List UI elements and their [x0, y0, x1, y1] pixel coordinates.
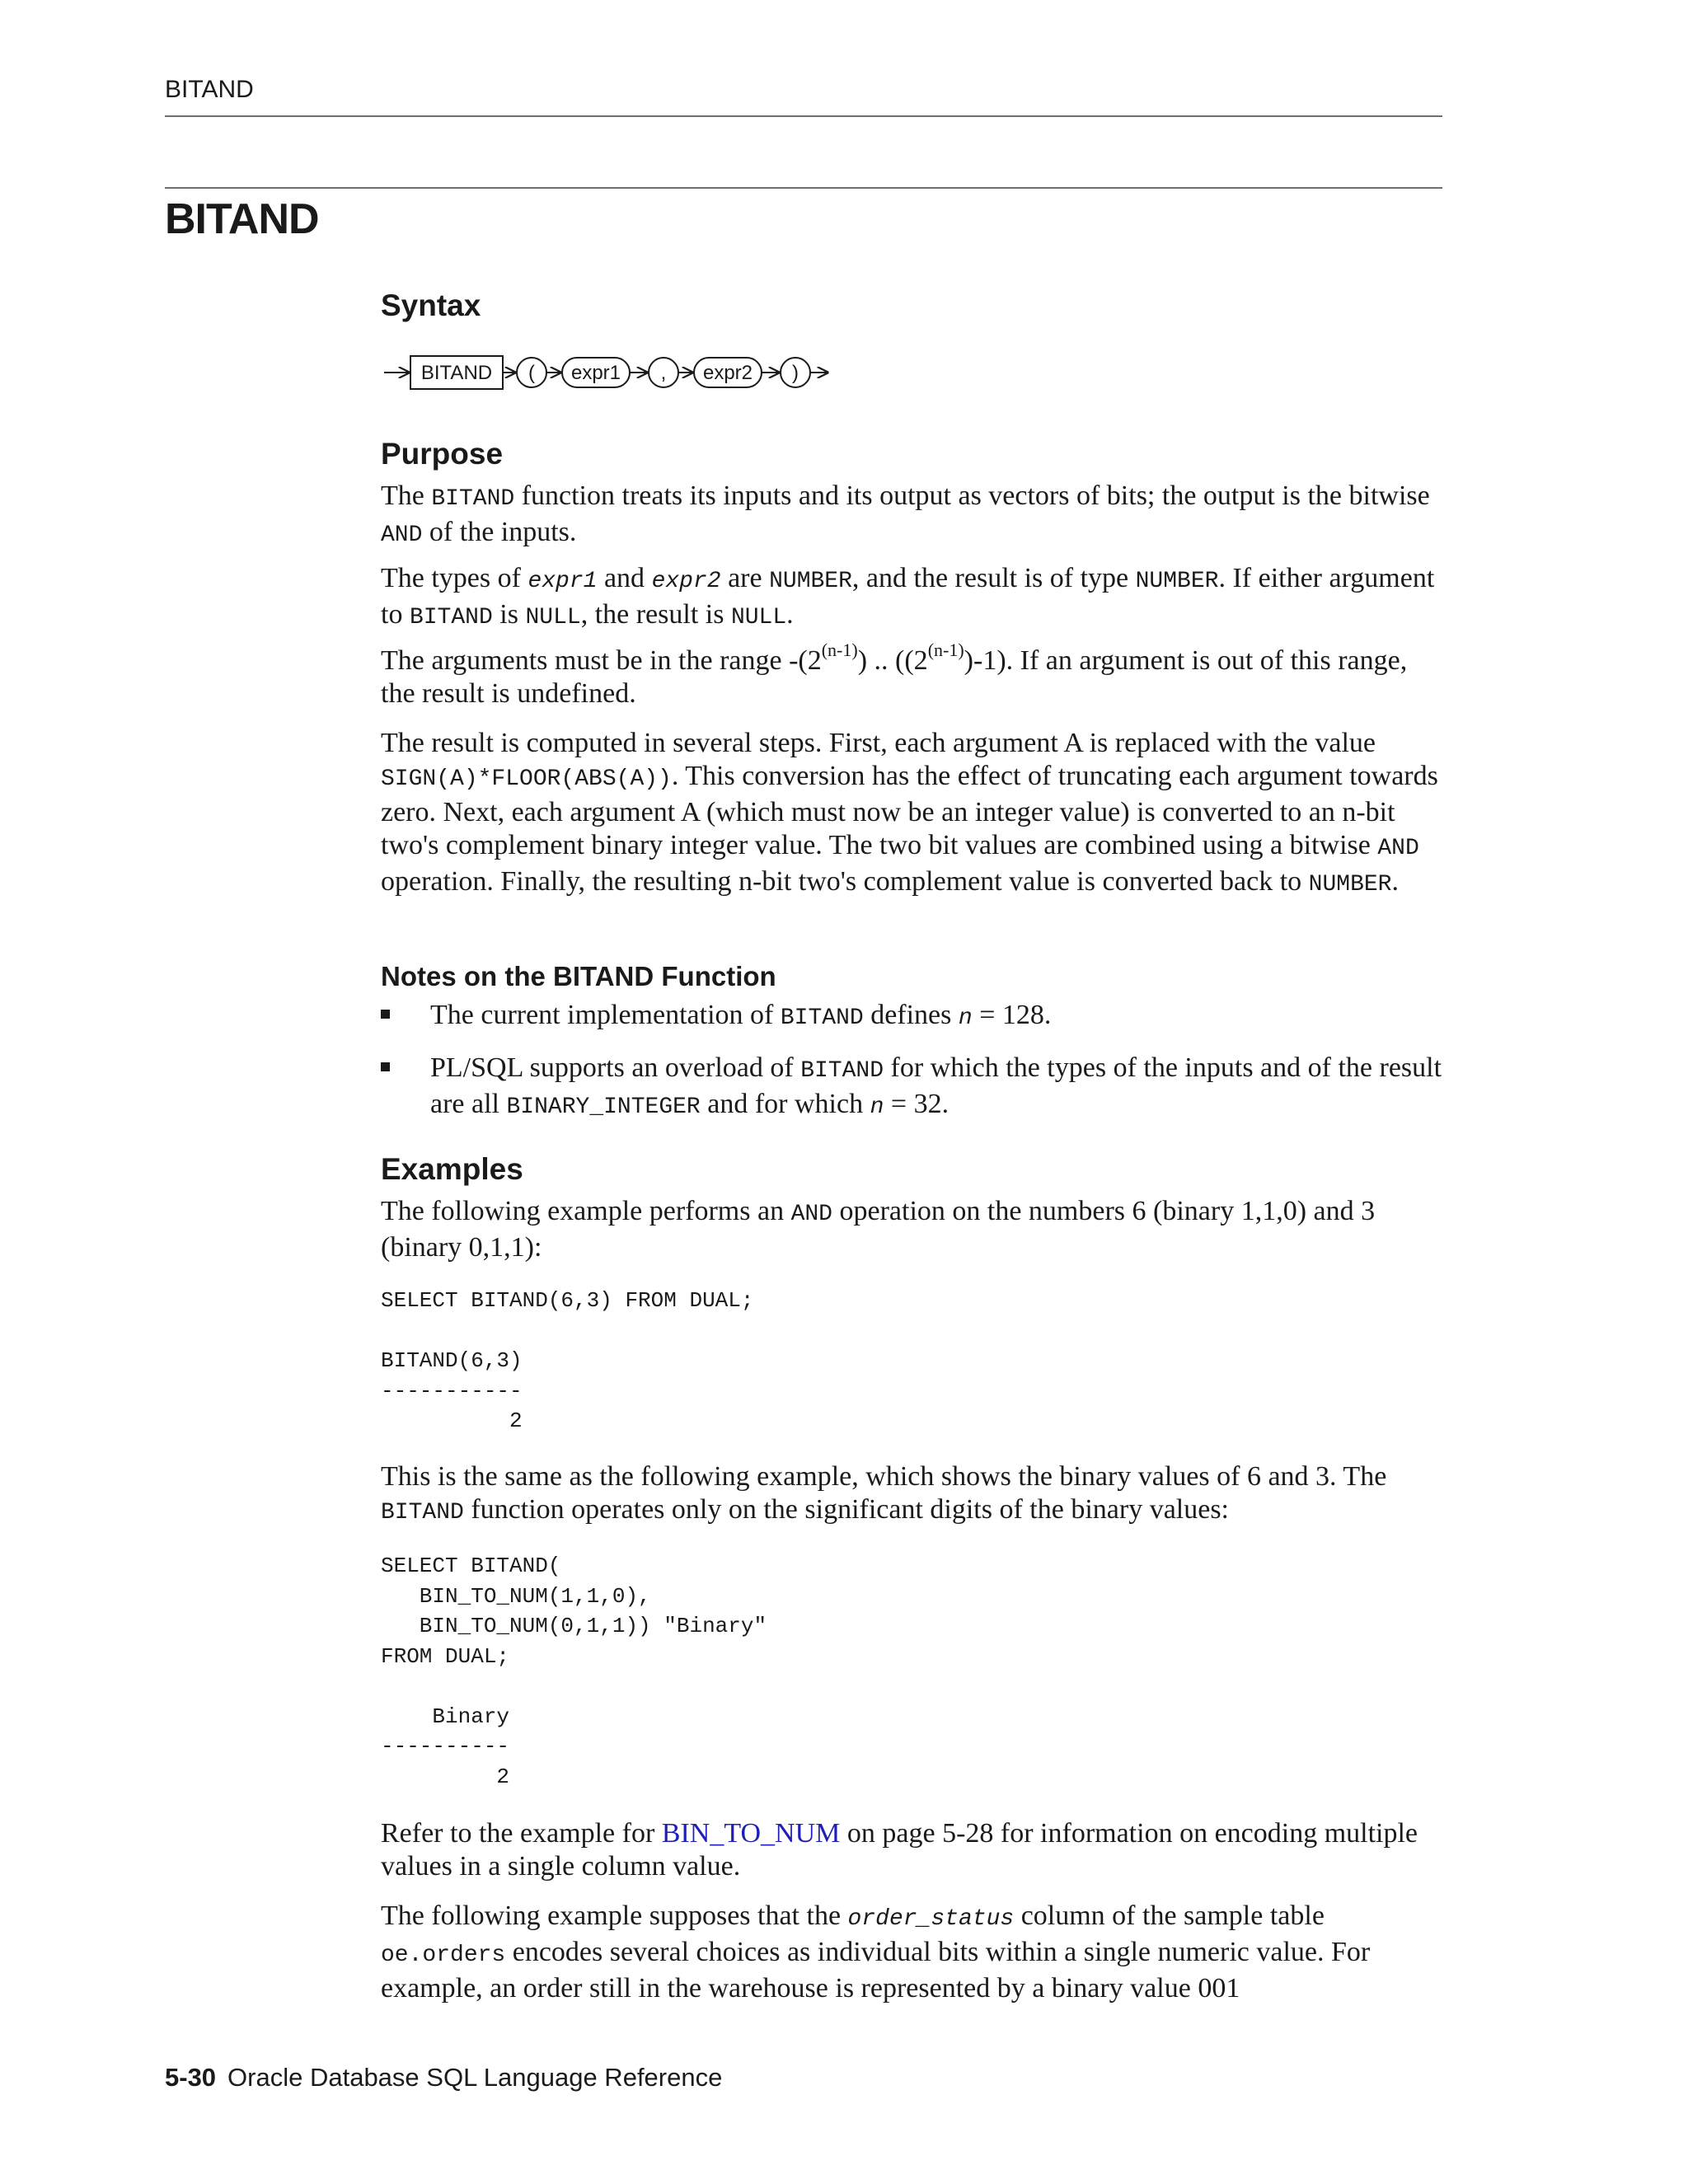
examples-paragraph-4: The following example supposes that the order_status column of the sample table oe.orders encodes several choices as individual bits within a single numeric value. For example, an order still in the warehouse is represented by a binary value 001 — [381, 1900, 1371, 2004]
syntax-diagram — [381, 349, 842, 396]
list-item — [381, 999, 1444, 1035]
examples-paragraph-3: Refer to the example for BIN_TO_NUM on page 5-28 for information on encoding multiple values in a single column value. — [381, 1818, 1418, 1882]
page-number: 5-30 — [165, 2063, 217, 2092]
diagram-arg1: expr1 — [570, 362, 621, 384]
notes-list — [381, 999, 1444, 1124]
diagram-open-paren: ( — [528, 362, 535, 384]
note-item-1-text: The current implementation of BITAND defines n = 128. — [430, 1000, 1052, 1031]
diagram-arg2: expr2 — [702, 362, 753, 384]
diagram-comma: , — [660, 362, 667, 384]
notes-heading: Notes on the BITAND Function — [381, 961, 776, 991]
diagram-close-paren: ) — [792, 362, 799, 384]
header-rule — [165, 115, 1442, 117]
examples-paragraph-2: This is the same as the following example, which shows the binary values of 6 and 3. The BITAND function operates only on the significant digits of the binary values: — [381, 1461, 1387, 1526]
purpose-paragraph-1: The BITAND function treats its inputs and its output as vectors of bits; the output is the bitwise AND of the inputs. — [381, 480, 1430, 548]
bullet-icon — [381, 1062, 390, 1071]
page-title: BITAND — [165, 195, 319, 243]
code-example-2: SELECT BITAND( BIN_TO_NUM(1,1,0), BIN_TO_NUM(0,1,1)) "Binary" FROM DUAL; Binary ---------- 2 — [381, 1554, 767, 1789]
syntax-heading: Syntax — [381, 288, 481, 322]
title-rule — [165, 187, 1442, 189]
purpose-paragraph-4: The result is computed in several steps. First, each argument A is replaced with the value SIGN(A)*FLOOR(ABS(A)). This conversion has the effect of truncating each argument towards zero. Next, each argument A (which must now be an integer value) is converted to an n-bit two's complement binary integer value. The two bit values are combined using a bitwise AND operation. Finally, the resulting n-bit two's complement value is converted back to NUMBER. — [381, 728, 1438, 898]
examples-heading: Examples — [381, 1152, 523, 1186]
bullet-icon — [381, 1010, 390, 1019]
note-item-2-text: PL/SQL supports an overload of BITAND for which the types of the inputs and of the result are all BINARY_INTEGER and for which n = 32. — [430, 1052, 1442, 1120]
list-item — [381, 1052, 1444, 1124]
examples-paragraph-1: The following example performs an AND operation on the numbers 6 (binary 1,1,0) and 3 (binary 0,1,1): — [381, 1196, 1376, 1263]
diagram-keyword: BITAND — [420, 362, 493, 384]
purpose-heading: Purpose — [381, 437, 504, 471]
book-title: Oracle Database SQL Language Reference — [227, 2063, 723, 2092]
bin-to-num-link[interactable]: BIN_TO_NUM — [661, 1818, 841, 1849]
purpose-paragraph-2: The types of expr1 and expr2 are NUMBER, and the result is of type NUMBER. If either argument to BITAND is NULL, the result is NULL. — [381, 563, 1435, 630]
running-header: BITAND — [165, 76, 254, 103]
purpose-paragraph-3: The arguments must be in the range -(2$^{(n-1)}$) .. ((2$^{(n-1)}$)-1). If an argument is out of this range, the result is undefined. — [381, 639, 1408, 709]
code-example-1: SELECT BITAND(6,3) FROM DUAL; BITAND(6,3) ----------- 2 — [381, 1288, 754, 1433]
page-footer — [165, 2063, 722, 2093]
